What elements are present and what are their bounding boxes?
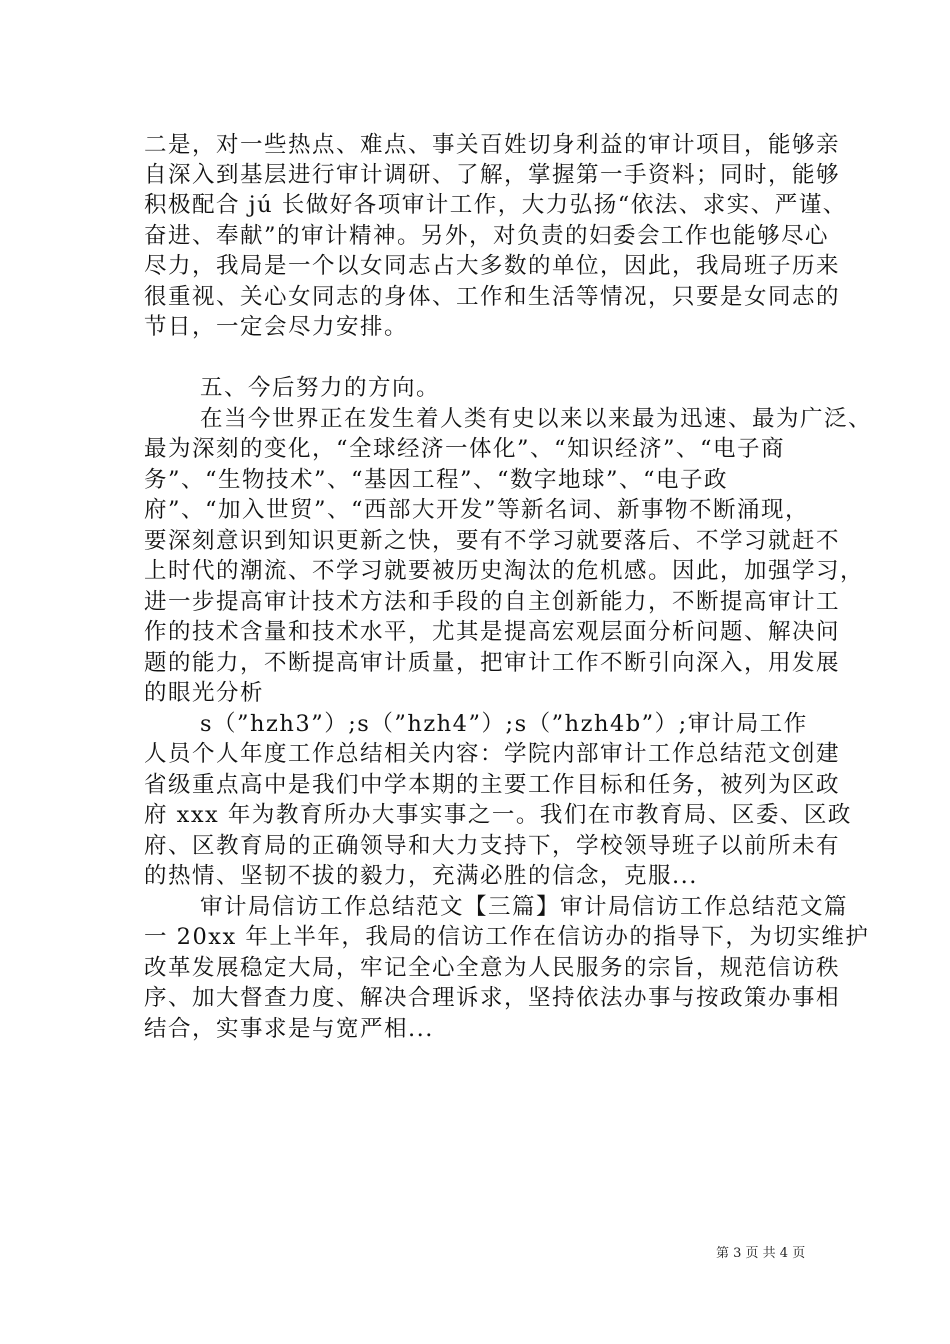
- paragraph-line: 在当今世界正在发生着人类有史以来以来最为迅速、最为广泛、: [200, 406, 873, 432]
- paragraph-line: 上时代的潮流、不学习就要被历史淘汰的危机感。因此，加强学习，: [144, 558, 865, 584]
- paragraph-line: 最为深刻的变化，“全球经济一体化”、“知识经济”、“电子商: [144, 436, 786, 462]
- paragraph-line: 二是，对一些热点、难点、事关百姓切身利益的审计项目，能够亲: [144, 132, 841, 158]
- paragraph-line: 府”、“加入世贸”、“西部大开发”等新名词、新事物不断涌现，: [144, 497, 810, 523]
- paragraph-line: 序、加大督查力度、解决合理诉求，坚持依法办事与按政策办事相: [144, 985, 841, 1011]
- paragraph-line: 改革发展稳定大局，牢记全心全意为人民服务的宗旨，规范信访秩: [144, 955, 841, 981]
- paragraph-line: 府 xxx 年为教育所办大事实事之一。我们在市教育局、区委、区政: [144, 802, 852, 828]
- paragraph-line: 要深刻意识到知识更新之快，要有不学习就要落后、不学习就赶不: [144, 528, 841, 554]
- section-heading: 五、今后努力的方向。: [200, 375, 441, 401]
- paragraph-line: 人员个人年度工作总结相关内容：学院内部审计工作总结范文创建: [144, 741, 841, 767]
- paragraph-line: 很重视、关心女同志的身体、工作和生活等情况，只要是女同志的: [144, 284, 841, 310]
- paragraph-line: 务”、“生物技术”、“基因工程”、“数字地球”、“电子政: [144, 467, 729, 493]
- paragraph-line: 审计局信访工作总结范文【三篇】审计局信访工作总结范文篇: [200, 894, 849, 920]
- paragraph-line: 作的技术含量和技术水平，尤其是提高宏观层面分析问题、解决问: [144, 619, 841, 645]
- paragraph-line: 尽力，我局是一个以女同志占大多数的单位，因此，我局班子历来: [144, 253, 841, 279]
- paragraph-line: 一 20xx 年上半年，我局的信访工作在信访办的指导下，为切实维护: [144, 924, 870, 950]
- paragraph-line: 节日，一定会尽力安排。: [144, 314, 409, 340]
- paragraph-line: 进一步提高审计技术方法和手段的自主创新能力，不断提高审计工: [144, 589, 841, 615]
- paragraph-line: 府、区教育局的正确领导和大力支持下，学校领导班子以前所未有: [144, 833, 841, 859]
- paragraph-line: 积极配合 jú 长做好各项审计工作，大力弘扬“依法、求实、严谨、: [144, 192, 847, 218]
- paragraph-line: s（”hzh3”）;s（”hzh4”）;s（”hzh4b”）;审计局工作: [200, 711, 808, 737]
- paragraph-line: 省级重点高中是我们中学本期的主要工作目标和任务，被列为区政: [144, 772, 841, 798]
- paragraph-line: 奋进、奉献”的审计精神。另外，对负责的妇委会工作也能够尽心: [144, 223, 830, 249]
- paragraph-line: 的热情、坚韧不拔的毅力，充满必胜的信念，克服...: [144, 863, 698, 889]
- paragraph-line: 结合，实事求是与宽严相...: [144, 1016, 434, 1042]
- paragraph-line: 题的能力，不断提高审计质量，把审计工作不断引向深入，用发展: [144, 650, 841, 676]
- paragraph-line: 自深入到基层进行审计调研、了解，掌握第一手资料；同时，能够: [144, 162, 841, 188]
- page-number-footer: 第 3 页 共 4 页: [716, 1246, 806, 1261]
- paragraph-line: 的眼光分析: [144, 680, 265, 706]
